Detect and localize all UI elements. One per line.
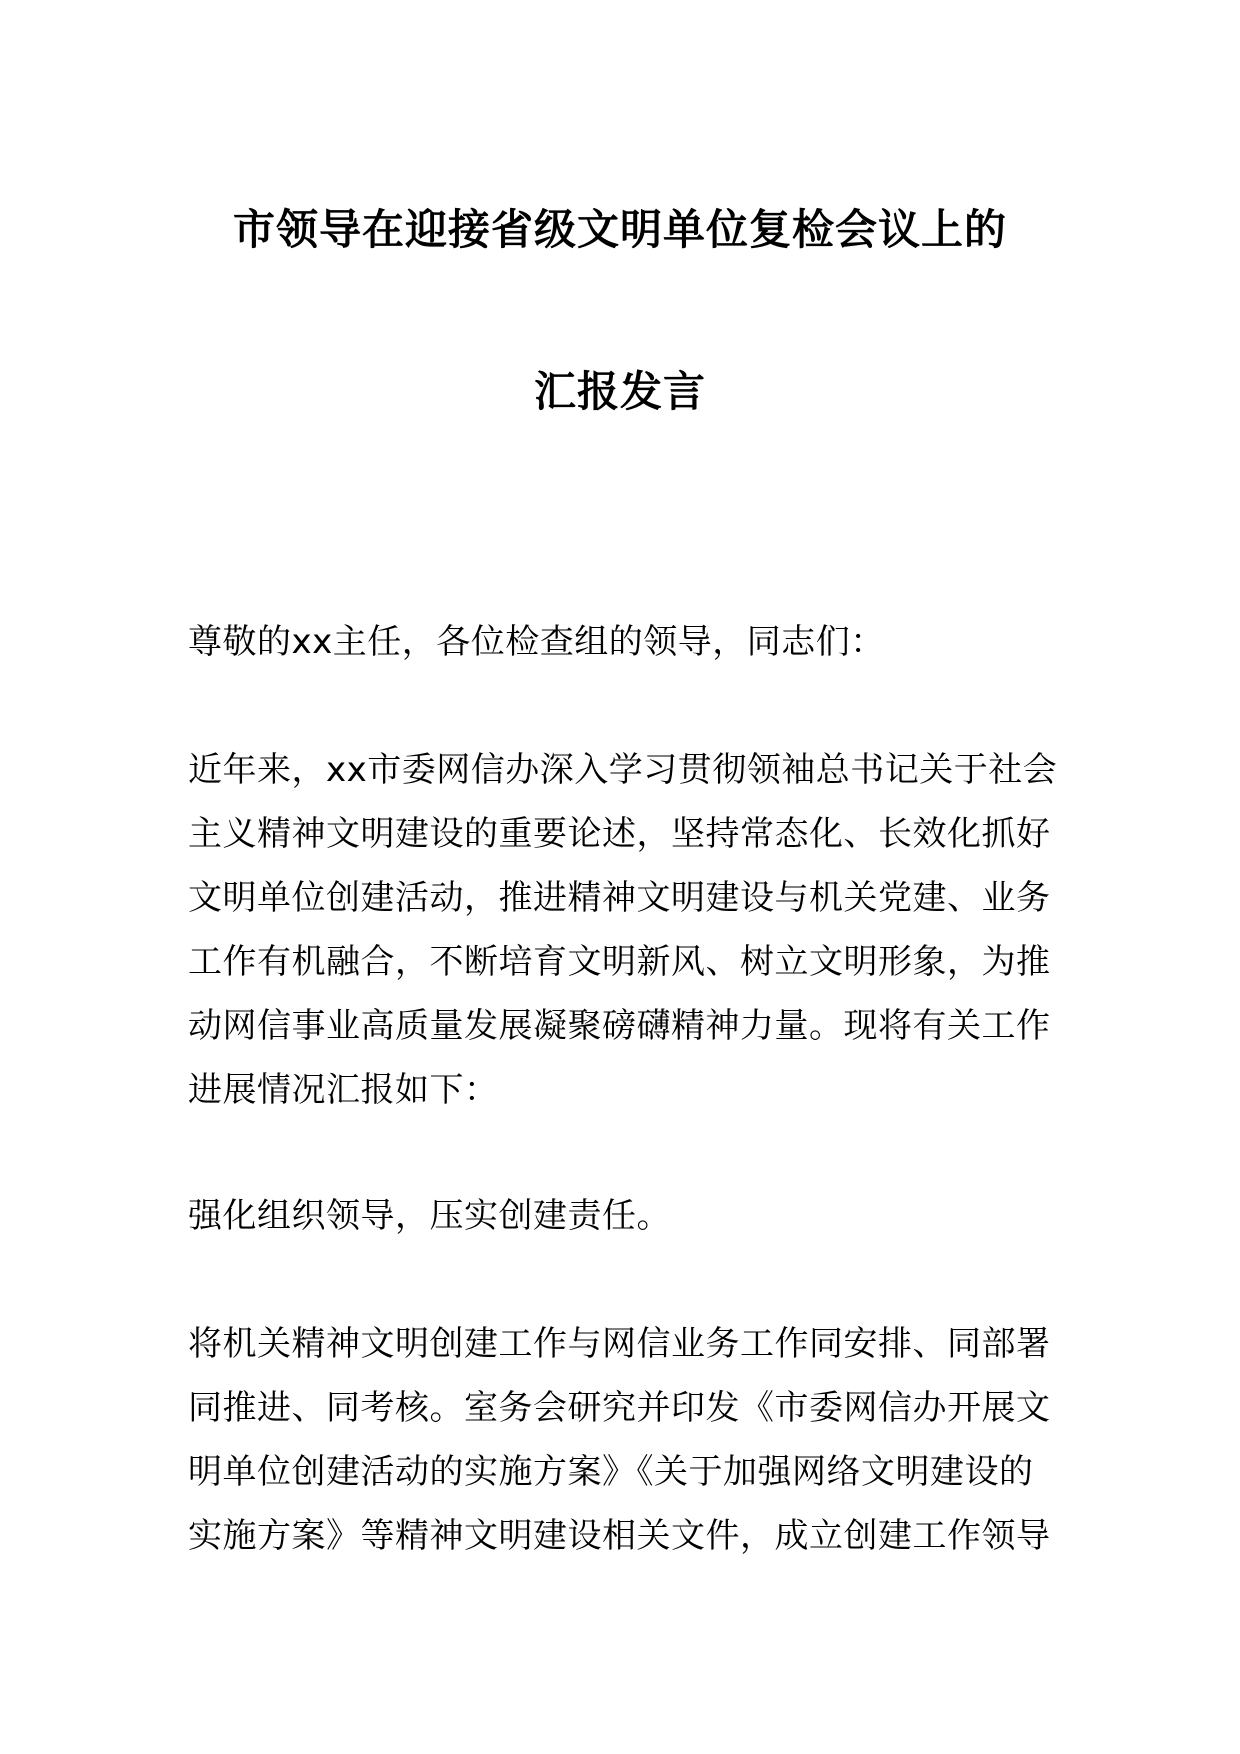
document-title-line-2: 汇报发言 — [533, 367, 706, 416]
salutation — [188, 610, 1064, 674]
paragraph-line: 主义精神文明建设的重要论述，坚持常态化、长效化抓好 — [188, 814, 1051, 854]
section-heading — [188, 1184, 1064, 1248]
paragraph-intro — [188, 738, 1064, 1122]
paragraph-line: 动网信事业高质量发展凝聚磅礴精神力量。现将有关工作 — [188, 1006, 1051, 1046]
salutation-text: 尊敬的xx主任，各位检查组的领导，同志们： — [188, 622, 885, 662]
paragraph-line: 明单位创建活动的实施方案》《关于加强网络文明建设的 — [188, 1452, 1034, 1492]
document-title-line-1: 市领导在迎接省级文明单位复检会议上的 — [232, 205, 1007, 254]
paragraph-line: 将机关精神文明创建工作与网信业务工作同安排、同部署 — [188, 1324, 1051, 1364]
paragraph-line: 工作有机融合，不断培育文明新风、树立文明形象，为推 — [188, 942, 1051, 982]
paragraph-organization — [188, 1312, 1064, 1568]
paragraph-line: 实施方案》等精神文明建设相关文件，成立创建工作领导 — [188, 1516, 1051, 1556]
paragraph-line: 近年来，xx市委网信办深入学习贯彻领袖总书记关于社会 — [188, 750, 1058, 790]
section-heading-text: 强化组织领导，压实创建责任。 — [188, 1196, 671, 1236]
paragraph-line: 同推进、同考核。室务会研究并印发《市委网信办开展文 — [188, 1388, 1051, 1428]
paragraph-line: 文明单位创建活动，推进精神文明建设与机关党建、业务 — [188, 878, 1051, 918]
paragraph-line: 进展情况汇报如下： — [188, 1070, 499, 1110]
